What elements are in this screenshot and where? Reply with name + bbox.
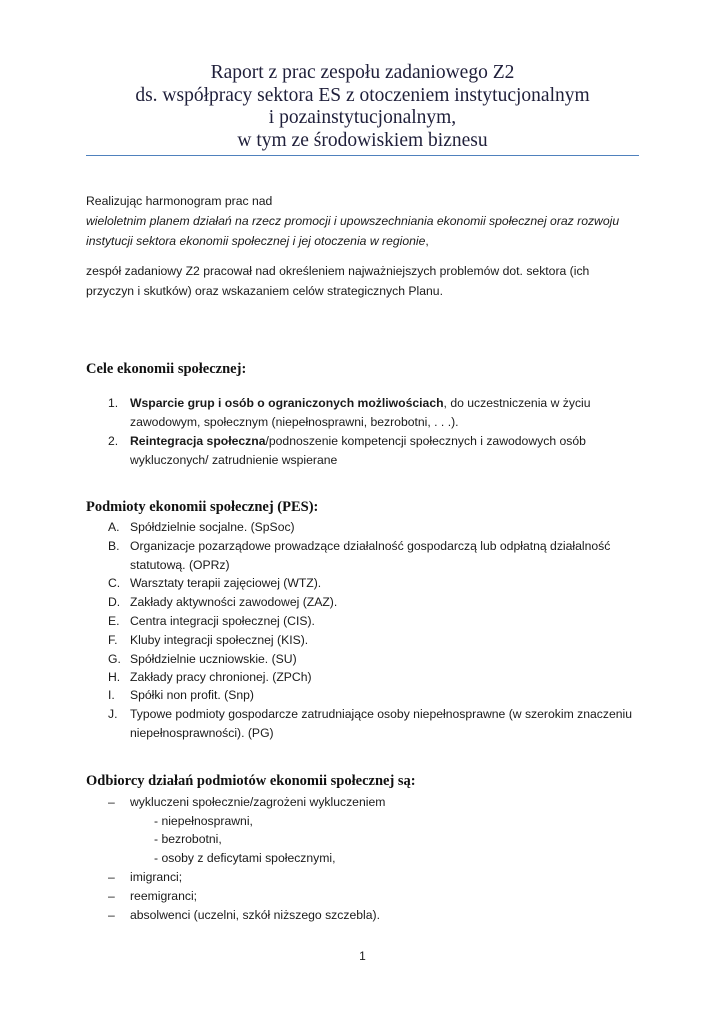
page-number: 1: [359, 949, 366, 963]
item-text: /podnoszenie kompetencji społecznych i zawodowych osób: [265, 434, 586, 448]
dash-marker: –: [108, 908, 115, 922]
item-text: absolwenci (uczelni, szkół niższego szczebla).: [130, 908, 380, 922]
title-underline: [86, 155, 639, 156]
dash-marker: –: [108, 870, 115, 884]
item-text: Spółki non profit. (Snp): [130, 688, 254, 702]
dash-marker: –: [108, 795, 115, 809]
item-text: reemigranci;: [130, 889, 198, 903]
title-line: w tym ze środowiskiem biznesu: [237, 129, 488, 151]
list-marker: C.: [108, 576, 121, 590]
paragraph-line: zespół zadaniowy Z2 pracował nad określeniem najważniejszych problemów dot. sektora (ich: [86, 264, 590, 278]
item-text: , do uczestniczenia w życiu: [443, 396, 591, 410]
item-text: Organizacje pozarządowe prowadzące działalność gospodarczą lub odpłatną działalność: [130, 539, 611, 553]
item-text: Warsztaty terapii zajęciowej (WTZ).: [130, 576, 322, 590]
intro-line-3: [86, 231, 646, 251]
item-text-line2: statutową. (OPRz): [130, 558, 230, 572]
title-line: ds. współpracy sektora ES z otoczeniem instytucjonalnym: [135, 84, 590, 106]
list-marker: 2.: [108, 434, 119, 448]
item-text: Spółdzielnie uczniowskie. (SU): [130, 652, 297, 666]
paragraph-line: przyczyn i skutków) oraz wskazaniem celów strategicznych Planu.: [86, 284, 443, 298]
intro-comma: ,: [425, 234, 429, 248]
list-marker: B.: [108, 539, 120, 553]
list-marker: 1.: [108, 396, 119, 410]
list-marker: F.: [108, 633, 118, 647]
list-marker: D.: [108, 595, 121, 609]
list-item: [108, 394, 628, 434]
title-line: i pozainstytucjonalnym,: [268, 107, 457, 128]
list-marker: H.: [108, 670, 121, 684]
list-marker: A.: [108, 520, 120, 534]
item-text: Kluby integracji społecznej (KIS).: [130, 633, 309, 647]
item-text: imigranci;: [130, 870, 183, 884]
intro-italic-line: wieloletnim planem działań na rzecz promocji i upowszechniania ekonomii społecznej oraz rozwoju: [86, 214, 620, 228]
item-text: Centra integracji społecznej (CIS).: [130, 614, 315, 628]
sub-list-item: - bezrobotni,: [154, 832, 222, 846]
document-title: [0, 62, 725, 152]
intro-paragraph: [86, 191, 646, 251]
dash-marker: –: [108, 889, 115, 903]
section-heading-cele: Cele ekonomii społecznej:: [86, 361, 247, 377]
list-marker: G.: [108, 652, 121, 666]
item-text-line2: zawodowym, społecznym (niepełnosprawni, bezrobotni, . . .).: [130, 415, 459, 429]
list-item: [108, 432, 628, 472]
item-text: Zakłady aktywności zawodowej (ZAZ).: [130, 595, 338, 609]
list-marker: E.: [108, 614, 120, 628]
item-bold-text: Reintegracja społeczna: [130, 434, 266, 448]
intro-line: Realizując harmonogram prac nad: [86, 194, 273, 208]
item-text: Zakłady pracy chronionej. (ZPCh): [130, 670, 312, 684]
list-marker: I.: [108, 688, 115, 702]
intro-paragraph-2: [86, 261, 646, 301]
item-text: Typowe podmioty gospodarcze zatrudniające osoby niepełnosprawne (w szerokim znaczeniu: [130, 707, 632, 721]
item-bold-text: Wsparcie grup i osób o ograniczonych możliwościach: [130, 396, 444, 410]
section-heading-odbiorcy: Odbiorcy działań podmiotów ekonomii społecznej są:: [86, 773, 416, 789]
item-text: wykluczeni społecznie/zagrożeni wykluczeniem: [130, 795, 386, 809]
item-text: Spółdzielnie socjalne. (SpSoc): [130, 520, 295, 534]
intro-italic-text: instytucji sektora ekonomii społecznej i jej otoczenia w regionie: [86, 234, 426, 248]
section-heading-podmioty: Podmioty ekonomii społecznej (PES):: [86, 499, 319, 515]
item-text-line2: niepełnosprawności). (PG): [130, 726, 274, 740]
list-marker: J.: [108, 707, 118, 721]
item-text-line2: wykluczonych/ zatrudnienie wspierane: [130, 453, 338, 467]
sub-list-item: - niepełnosprawni,: [154, 814, 253, 828]
sub-list-item: - osoby z deficytami społecznymi,: [154, 851, 336, 865]
title-line: Raport z prac zespołu zadaniowego Z2: [210, 62, 515, 83]
